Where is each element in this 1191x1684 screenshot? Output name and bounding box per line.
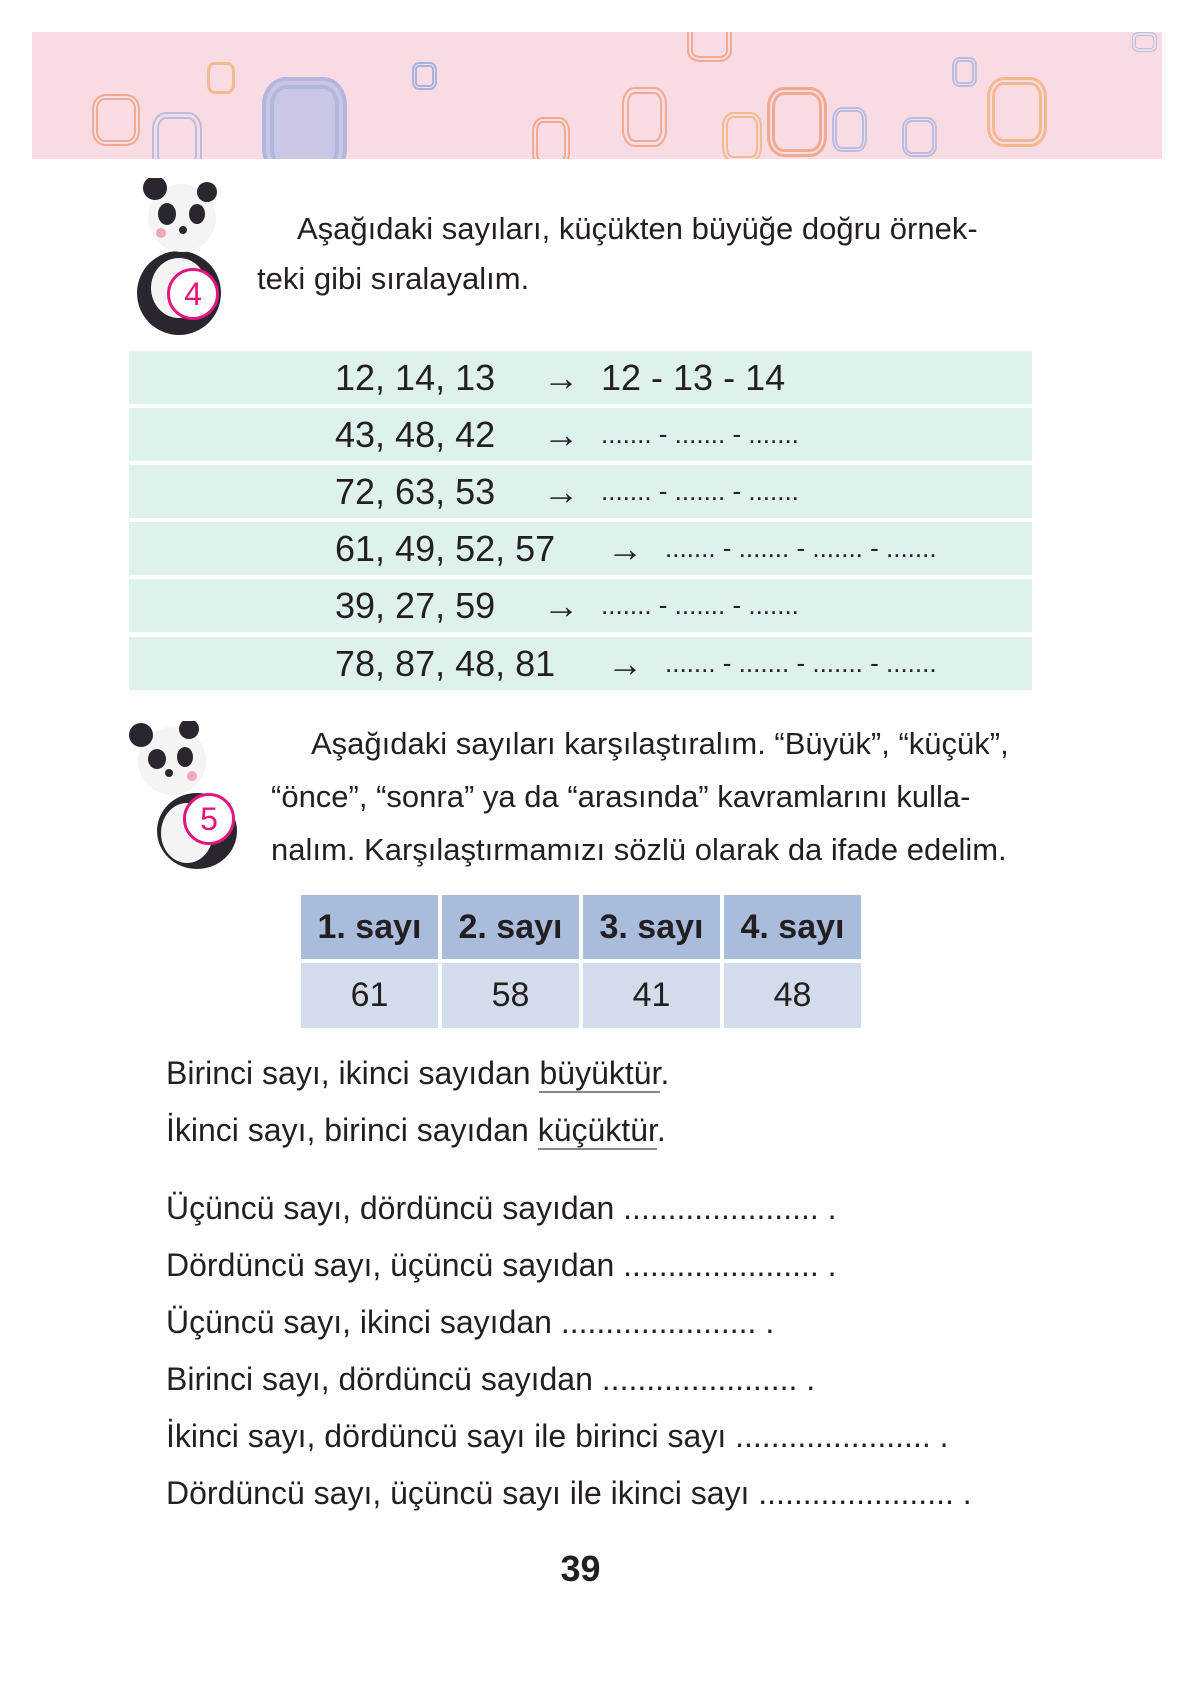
- answer-blank[interactable]: ....... - ....... - .......: [601, 419, 799, 449]
- answer-blank[interactable]: ....... - ....... - .......: [601, 590, 799, 620]
- example-answer: küçüktür: [537, 1112, 657, 1148]
- given-numbers: 72, 63, 53: [335, 471, 496, 512]
- fill-in-sentence[interactable]: İkinci sayı, dördüncü sayı ile birinci sayı ...................... .: [166, 1418, 949, 1454]
- sentence-end: .: [656, 1112, 666, 1148]
- page-number: 39: [560, 1548, 601, 1589]
- example-answer: büyüktür: [539, 1055, 661, 1091]
- sentence-text: İkinci sayı, birinci sayıdan: [166, 1112, 538, 1148]
- task-number-badge: 5: [183, 793, 235, 845]
- fill-in-sentence[interactable]: Üçüncü sayı, dördüncü sayıdan ...................... .: [166, 1190, 837, 1226]
- example-answer: 12 - 13 - 14: [601, 357, 786, 398]
- decorative-banner: [32, 32, 1162, 159]
- arrow-icon: →: [543, 414, 579, 455]
- task5-instruction-line1: Aşağıdaki sayıları karşılaştıralım. “Büyük”, “küçük”,: [311, 726, 1009, 761]
- example-sentence: [166, 1055, 669, 1092]
- ordering-row: [129, 579, 1032, 632]
- table-cell: 58: [442, 963, 579, 1028]
- sentence-end: .: [660, 1055, 670, 1091]
- given-numbers: 78, 87, 48, 81: [335, 643, 556, 684]
- arrow-icon: →: [543, 357, 579, 398]
- panda-mascot-4: [127, 178, 232, 338]
- fill-in-sentence[interactable]: Birinci sayı, dördüncü sayıdan ...................... .: [166, 1361, 816, 1397]
- table-cell: 61: [301, 963, 438, 1028]
- table-header: 4. sayı: [724, 895, 861, 959]
- ordering-row: [129, 465, 1032, 518]
- arrow-icon: →: [607, 643, 643, 684]
- task-number-badge: 4: [167, 268, 219, 320]
- task5-instruction-line2: “önce”, “sonra” ya da “arasında” kavramlarını kulla-: [271, 779, 971, 814]
- given-numbers: 12, 14, 13: [335, 357, 496, 398]
- arrow-icon: →: [543, 471, 579, 512]
- answer-blank[interactable]: ....... - ....... - ....... - .......: [665, 648, 937, 678]
- table-cell: 48: [724, 963, 861, 1028]
- panda-mascot-5: [127, 721, 242, 871]
- task4-instruction-line1: Aşağıdaki sayıları, küçükten büyüğe doğru örnek-: [297, 211, 978, 246]
- given-numbers: 61, 49, 52, 57: [335, 528, 556, 569]
- sentence-text: Birinci sayı, ikinci sayıdan: [166, 1055, 540, 1091]
- arrow-icon: →: [607, 528, 643, 569]
- table-header: 2. sayı: [442, 895, 579, 959]
- answer-blank[interactable]: ....... - ....... - .......: [601, 476, 799, 506]
- ordering-row: [129, 351, 1032, 404]
- table-header: 1. sayı: [301, 895, 438, 959]
- given-numbers: 43, 48, 42: [335, 414, 496, 455]
- ordering-row: [129, 522, 1032, 575]
- task4-instruction-line2: teki gibi sıralayalım.: [257, 261, 530, 296]
- given-numbers: 39, 27, 59: [335, 585, 496, 626]
- arrow-icon: →: [543, 585, 579, 626]
- task5-instruction-line3: nalım. Karşılaştırmamızı sözlü olarak da ifade edelim.: [271, 832, 1007, 867]
- ordering-row: [129, 408, 1032, 461]
- fill-in-sentence[interactable]: Dördüncü sayı, üçüncü sayıdan ...................... .: [166, 1247, 837, 1283]
- answer-blank[interactable]: ....... - ....... - ....... - .......: [665, 533, 937, 563]
- table-cell: 41: [583, 963, 720, 1028]
- example-sentence: [166, 1112, 666, 1149]
- numbers-table: [297, 891, 865, 1032]
- ordering-row: [129, 637, 1032, 690]
- table-header: 3. sayı: [583, 895, 720, 959]
- fill-in-sentence[interactable]: Dördüncü sayı, üçüncü sayı ile ikinci sayı ...................... .: [166, 1475, 972, 1511]
- fill-in-sentence[interactable]: Üçüncü sayı, ikinci sayıdan ...................... .: [166, 1304, 775, 1340]
